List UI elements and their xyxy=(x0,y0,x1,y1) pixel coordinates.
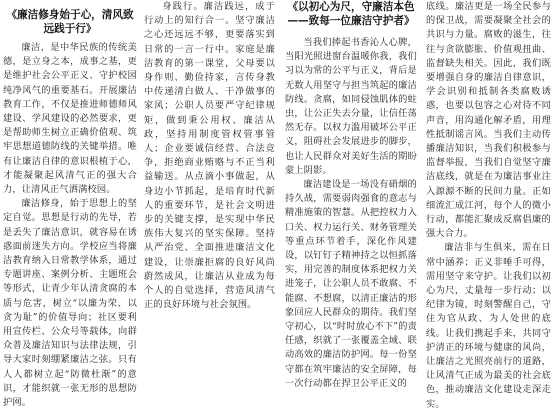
paragraph: 身践行。廉洁践远，成于行动上的知行合一。坚守廉洁之心还远远不够，更要落实到日常的一言一行中。家庭是廉洁教育的第一课堂，父母要以身作则、勤俭持家，言传身教中传递清白做人、干净做事的家风；公职人员要严守纪律规矩，做到秉公用权、廉洁从政，坚持用制度管权管事管人；企业要诚信经营、合法竞争，拒绝商业贿赂与不正当利益输送。从点滴小事做起，从身边小节抓起，是培育时代新人的重要环节，是社会文明进步的关键支撑，是实现中华民族伟大复兴的坚实保障。坚持从严治党、全面推进廉洁文化建设，让崇廉拒腐的良好风尚蔚然成风，让廉洁从业成为每个人的自觉选择，营造风清气正的良好环境与社会氛围。 xyxy=(144,1,275,311)
paragraph: 当我们捧起书香沁人心脾，当阳光照进窗台温暖你我，我们习以为常的公平与正义，背后是无数人用坚守与担当筑起的廉洁防线。贪腐，如同侵蚀肌体的蛀虫，让公正失去分量，让信任荡然无存。以权力滥用破坏公平正义，阻碍社会发展进步的脚步，也让人民群众对美好生活的期盼蒙上阴影。 xyxy=(285,37,417,176)
article-column-3 xyxy=(282,0,420,391)
paragraph: 廉洁非与生俱来，需在日常中涵养；正义非唾手可得，需用坚守来守护。让我们以初心为尺，丈量每一步行动；以纪律为镜，时刻警醒自己，守住为官从政、为人处世的底线。让我们携起手来，共同守护清正的环境与健康的风尚，让廉洁之光照亮前行的道路，让风清气正成为最美的社会底色，推动廉洁文化建设走深走实。 xyxy=(426,242,551,410)
article-column-4 xyxy=(422,0,554,412)
article-column-2 xyxy=(140,0,278,312)
article-column-1 xyxy=(0,0,140,410)
paragraph: 廉洁建设是一场没有硝烟的持久战，需要弱肉强食的意志与精准施策的智慧。从把控权力入口关、权力运行关、财务管理关等重点环节着手，深化作风建设，以钉钉子精神持之以恒抓落实，用完善的制度体系把权力关进笼子，让公职人员不敢腐、不能腐、不想腐，以清正廉洁的形象回应人民群众的期待。我们坚守初心，以“时时放心不下”的责任感，织就了一张覆盖全域、联动高效的廉洁防护网。每一份坚守都在筑牢廉洁的安全屏障，每一次行动都在捍卫公平正义的 xyxy=(285,179,417,389)
article-title-2: 《以初心为尺，守廉洁本色——致每一位廉洁守护者》 xyxy=(287,1,415,27)
article-title-1: 《廉洁修身始于心，清风致远践于行》 xyxy=(6,9,134,35)
paragraph: 廉洁，是中华民族的传统美德，是立身之本，成事之基，更是维护社会公平正义、守护校园纯净风气的重要基石。开展廉洁教育工作，不仅是推进师德师风建设、学风建设的必然要求，更是帮助师生树立正确价值观、筑牢思想道德防线的关键举措。唯有让廉洁自律的意识根植于心，才能凝聚起风清气正的强大合力，让清风正气洒满校园。 xyxy=(3,42,137,196)
paragraph: 底线。廉洁更是一场全民参与的保卫战，需要凝聚全社会的共识与力量。腐败的滋生，往往与贪欲膨胀、价值观扭曲、监督缺失相关。因此，我们既要增强自身的廉洁自律意识，学会识别和抵制各类腐败诱惑，也要以包容之心对待不同声音，用沟通化解矛盾，用理性抵制谣言风。当我们主动传播廉洁知识，当我们积极参与监督举报，当我们自觉坚守廉洁底线，就是在为廉洁事业注入源源不断的民间力量。正如细流汇成江河，每个人的微小行动，都能汇聚成反腐倡廉的强大合力。 xyxy=(426,1,551,240)
paragraph: 廉洁修身，始于思想上的坚定自觉。思想是行动的先导，若是丢失了廉洁意识，就容易在诱惑面前迷失方向。学校应当将廉洁教育纳入日常教学体系，通过专题讲座、案例分析、主题班会等形式，让青少年认清贪腐的本质与危害，树立“以廉为荣、以贪为耻”的价值导向；社区要利用宣传栏、公众号等载体，向群众普及廉洁知识与法律法规，引导大家时刻绷紧廉洁之弦。只有人人都树立起“防微杜渐”的意识，才能织就一张无形的思想防护网。 xyxy=(3,198,137,409)
